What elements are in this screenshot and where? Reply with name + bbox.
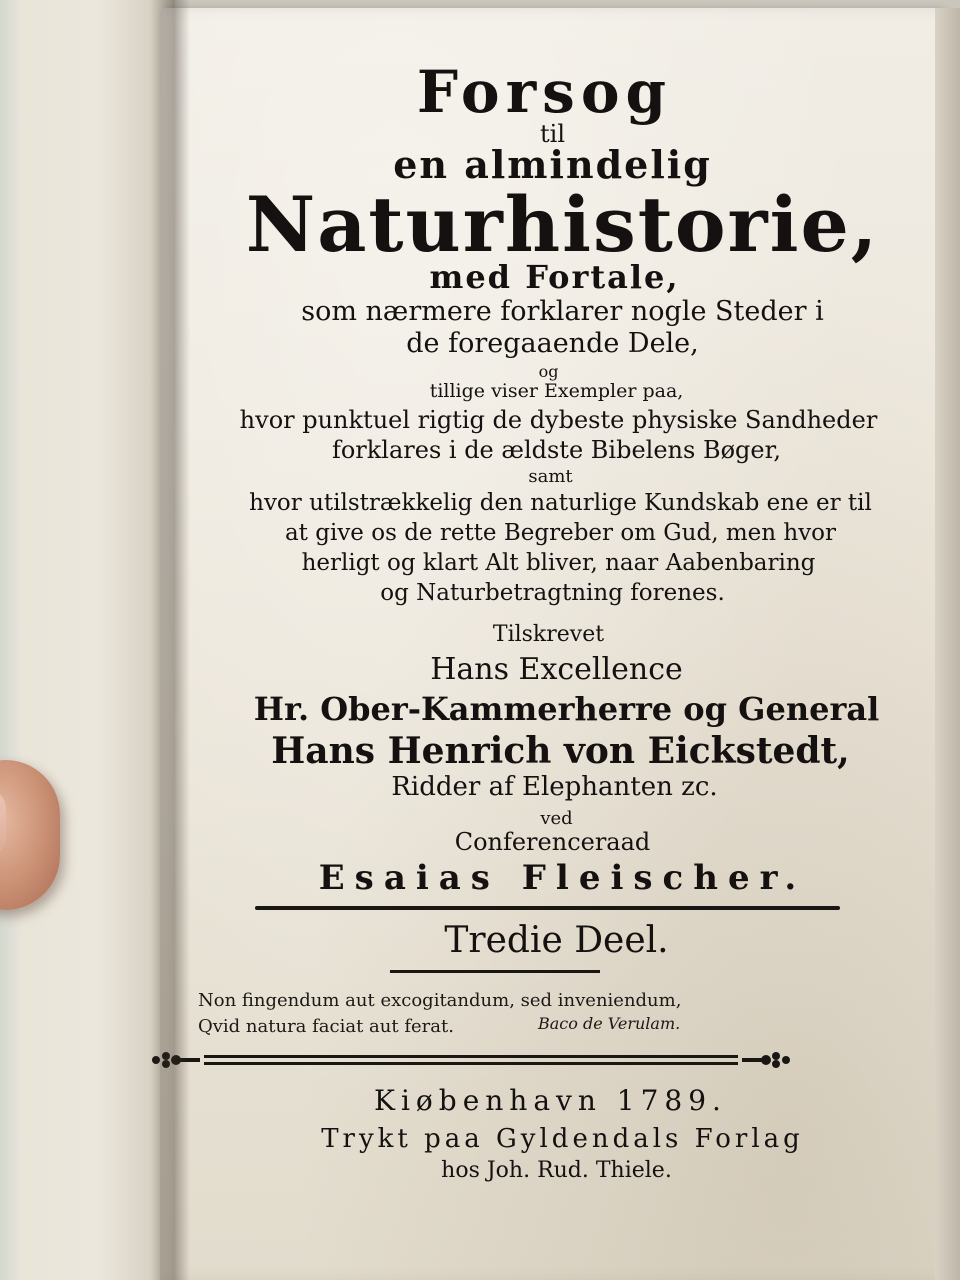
volume-label: Tredie Deel. [444,920,669,961]
title-forsog: Forsog [416,58,673,126]
epigraph-attribution: Baco de Verulam. [538,1014,681,1033]
dedication-excellence: Hans Excellence [430,652,683,687]
epigraph-line-2: Qvid natura faciat aut ferat. [198,1016,454,1037]
thumbnail-nail [0,788,6,858]
subtitle-tillige-line: tillige viser Exempler paa, [429,380,684,402]
author-name: Esaias Fleischer. [318,858,807,898]
subtitle-hvor-line-2: hvor utilstrækkelig den naturlige Kundskab ene er til [249,490,872,516]
subtitle-med-fortale: med Fortale, [429,258,680,296]
epigraph-line-1: Non fingendum aut excogitandum, sed inveniendum, [198,990,682,1011]
subtitle-samt: samt [528,466,573,487]
imprint-place-year: Kiøbenhavn 1789. [374,1084,727,1117]
subtitle-som-line: som nærmere forklarer nogle Steder i [301,296,824,327]
title-naturhistorie: Naturhistorie, [245,180,880,269]
imprint-printer: Trykt paa Gyldendals Forlag [321,1124,804,1154]
dedication-tilskrevet: Tilskrevet [492,622,605,647]
subtitle-herligt-line: herligt og klart Alt bliver, naar Aabenbaring [301,550,816,576]
author-ved: ved [540,808,573,829]
title-til: til [540,120,565,148]
subtitle-de-line: de foregaaende Dele, [406,328,699,359]
title-page [160,8,945,1280]
author-title: Conferenceraad [454,828,651,856]
subtitle-naturbetragtning-line: og Naturbetragtning forenes. [380,580,725,606]
subtitle-og: og [538,362,559,381]
dedication-ober: Hr. Ober-Kammerherre og General [253,690,880,728]
title-almindelig: en almindelig [393,142,712,187]
divider-rule-upper [255,906,840,910]
left-page [0,0,175,1280]
dedication-ridder: Ridder af Elephanten zc. [391,772,718,802]
page-stack-edge [935,8,960,1280]
imprint-printer-by: hos Joh. Rud. Thiele. [441,1158,672,1183]
ornamental-border [146,1048,796,1072]
ornament-rule [204,1055,738,1065]
divider-rule-lower [390,970,600,973]
left-page-edge [0,0,20,1280]
book-gutter-shadow [150,0,190,1280]
title-page-content [160,8,945,1280]
subtitle-give-line: at give os de rette Begreber om Gud, men hvor [284,520,837,546]
dedication-eickstedt: Hans Henrich von Eickstedt, [271,730,850,772]
subtitle-forklares-line: forklares i de ældste Bibelens Bøger, [331,436,782,464]
ornament-flourish-right-icon [742,1052,790,1068]
subtitle-hvor-line-1: hvor punktuel rigtig de dybeste physiske Sandheder [239,406,878,434]
